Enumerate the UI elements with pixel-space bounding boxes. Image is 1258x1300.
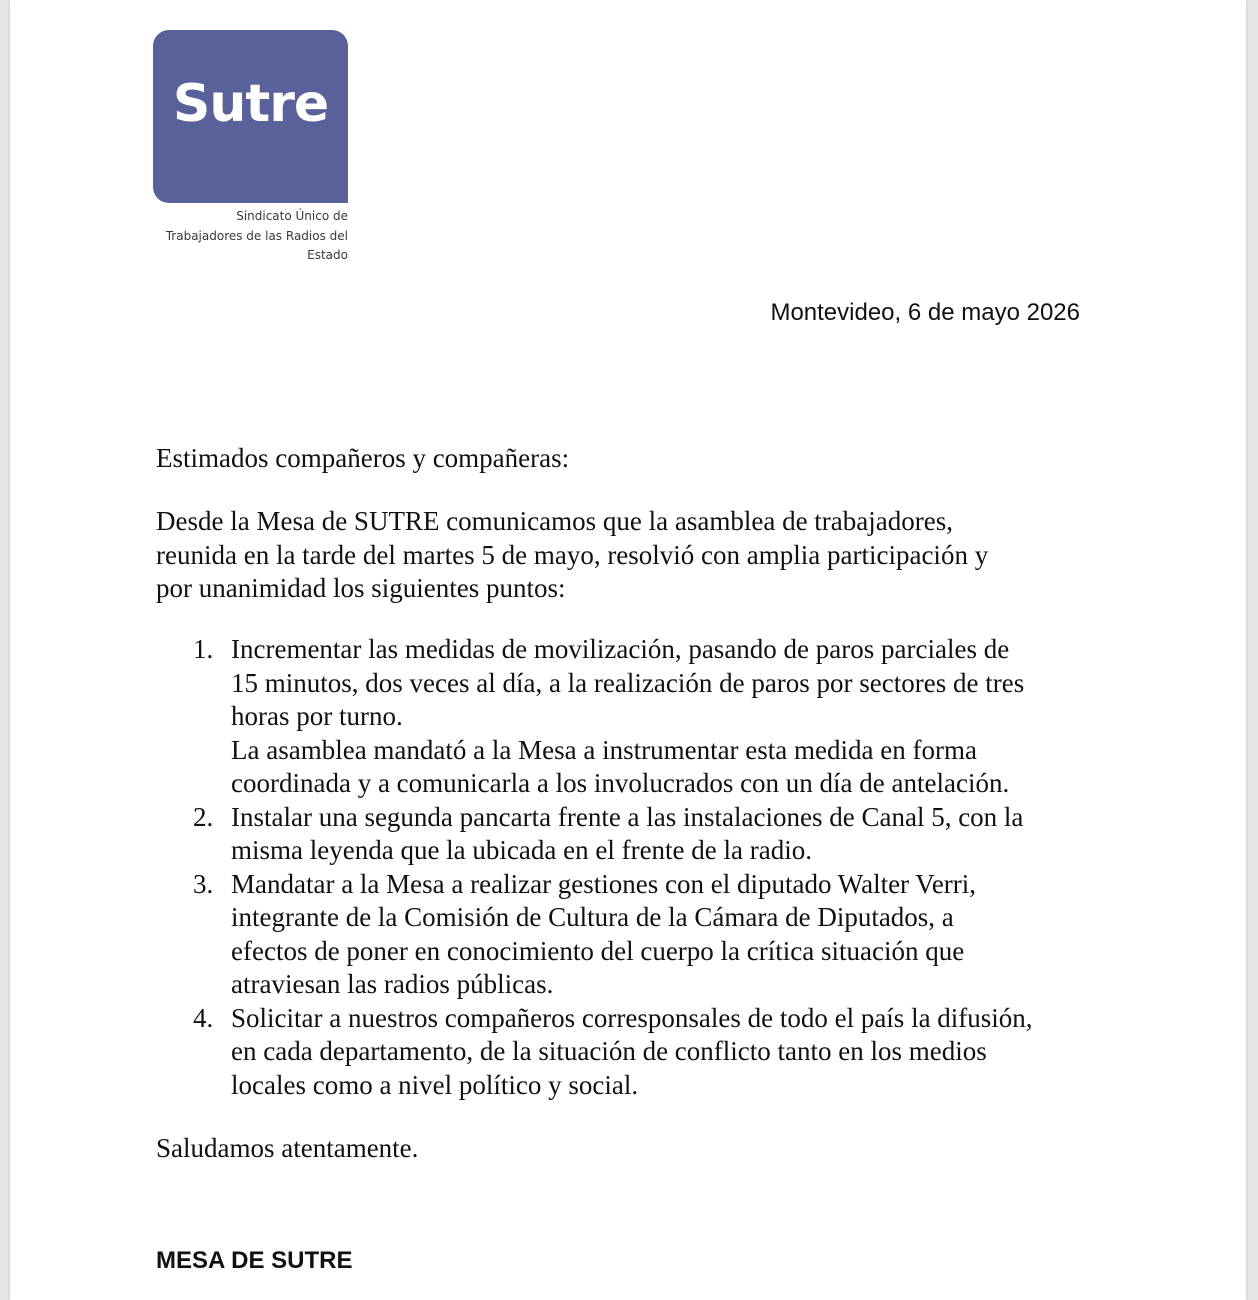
intro-line: por unanimidad los siguientes puntos:: [156, 573, 566, 603]
list-item-line: Solicitar a nuestros compañeros corresponsales de todo el país la difusión,: [231, 1002, 1033, 1033]
list-item-number: 1.: [193, 634, 214, 664]
list-item: [156, 1002, 1136, 1103]
list-item-line: misma leyenda que la ubicada en el frente de la radio.: [231, 835, 812, 865]
list-item-line: horas por turno.: [231, 701, 403, 731]
signature: MESA DE SUTRE: [156, 1247, 353, 1274]
intro-paragraph: [156, 505, 1116, 606]
list-item-number: 2.: [193, 801, 214, 832]
list-item-line: locales como a nivel político y social.: [231, 1069, 639, 1100]
document-page: [10, 0, 1246, 1300]
list-item-line: coordinada y a comunicarla a los involucrados con un día de antelación.: [231, 768, 1010, 798]
greeting: Estimados compañeros y compañeras:: [156, 443, 570, 473]
list-item-line: La asamblea mandató a la Mesa a instrumentar esta medida en forma: [231, 734, 977, 765]
closing: Saludamos atentamente.: [156, 1133, 419, 1163]
logo-subtitle: [130, 207, 348, 266]
logo-subtitle-line: Trabajadores de las Radios del: [165, 228, 348, 243]
logo-subtitle-line: Sindicato Único de: [236, 209, 348, 223]
letter-date: Montevideo, 6 de mayo 2026: [770, 299, 1080, 326]
list-item-line: en cada departamento, de la situación de conflicto tanto en los medios: [231, 1036, 987, 1066]
sutre-logo: [153, 30, 348, 203]
list-item-line: 15 minutos, dos veces al día, a la realización de paros por sectores de tres: [231, 667, 1025, 698]
resolution-list: [156, 633, 1136, 1102]
list-item: [156, 633, 1136, 801]
list-item-line: atraviesan las radios públicas.: [231, 969, 554, 999]
logo-text: Sutre: [172, 74, 329, 134]
list-item-number: 3.: [193, 868, 214, 899]
list-item-line: efectos de poner en conocimiento del cuerpo la crítica situación que: [231, 935, 965, 966]
intro-line: Desde la Mesa de SUTRE comunicamos que la asamblea de trabajadores,: [156, 506, 953, 536]
list-item-line: Mandatar a la Mesa a realizar gestiones con el diputado Walter Verri,: [231, 868, 977, 899]
list-item-line: Instalar una segunda pancarta frente a las instalaciones de Canal 5, con la: [231, 801, 1024, 832]
intro-line: reunida en la tarde del martes 5 de mayo, resolvió con amplia participación y: [156, 539, 989, 570]
list-item: [156, 868, 1136, 1002]
list-item-line: Incrementar las medidas de movilización, pasando de paros parciales de: [231, 634, 1010, 664]
list-item: [156, 801, 1136, 868]
logo-subtitle-line: Estado: [307, 248, 348, 262]
list-item-number: 4.: [193, 1002, 214, 1033]
list-item-line: integrante de la Comisión de Cultura de la Cámara de Diputados, a: [231, 902, 954, 932]
